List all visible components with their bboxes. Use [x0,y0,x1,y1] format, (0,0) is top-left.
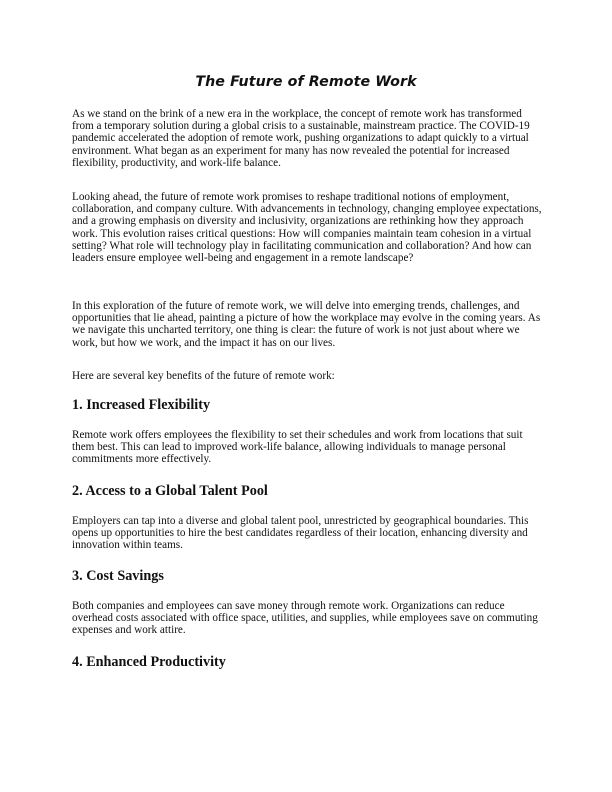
section-body-3: Both companies and employees can save money through remote work. Organizations can reduce overhead costs associated with office space, utilities, and supplies, while employees save on commuting expenses and work attire. [72,600,538,637]
document-title: The Future of Remote Work [195,74,417,90]
section-heading-1: 1. Increased Flexibility [72,397,211,413]
intro-paragraph-4: Here are several key benefits of the future of remote work: [72,370,335,382]
intro-paragraph-3: In this exploration of the future of remote work, we will delve into emerging trends, challenges, and opportunities that lie ahead, painting a picture of how the workplace may evolve in the coming years. As we navigate this uncharted territory, one thing is clear: the future of work is not just about where we work, but how we work, and the impact it has on our lives. [72,300,541,349]
section-heading-2: 2. Access to a Global Talent Pool [72,483,268,499]
section-body-1: Remote work offers employees the flexibility to set their schedules and work from locations that suit them best. This can lead to improved work-life balance, allowing individuals to manage personal commitments more effectively. [72,429,523,466]
section-heading-4: 4. Enhanced Productivity [72,654,226,670]
section-body-2: Employers can tap into a diverse and global talent pool, unrestricted by geographical boundaries. This opens up opportunities to hire the best candidates regardless of their location, enhancing diversity and innovation within teams. [72,515,529,552]
intro-paragraph-1: As we stand on the brink of a new era in the workplace, the concept of remote work has transformed from a temporary solution during a global crisis to a sustainable, mainstream practice. The COVID-19 pandemic accelerated the adoption of remote work, pushing organizations to adapt quickly to a virtual environment. What began as an experiment for many has now revealed the potential for increased flexibility, productivity, and work-life balance. [72,108,530,169]
section-heading-3: 3. Cost Savings [72,568,164,584]
intro-paragraph-2: Looking ahead, the future of remote work promises to reshape traditional notions of employment, collaboration, and company culture. With advancements in technology, changing employee expectations, and a growing emphasis on diversity and inclusivity, organizations are rethinking how they approach work. This evolution raises critical questions: How will companies maintain team cohesion in a virtual setting? What role will technology play in facilitating communication and collaboration? And how can leaders ensure employee well-being and engagement in a remote landscape? [72,191,542,265]
